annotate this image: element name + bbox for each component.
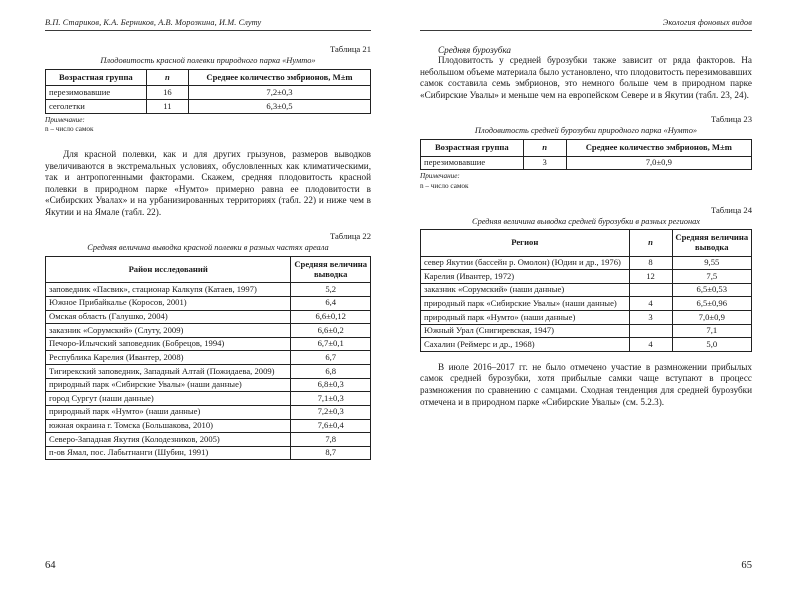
right-paragraph-1: Плодовитость у средней бурозубки также зависит от ряда факторов. На небольшом объеме материала было установлено, что плодовитость перезимовавших самок составила семь эмбрионов, это немного больше чем в природном парке «Сибирские Увалы» и меньше чем на европейском Севере и в Якутии (табл. 23, 24). bbox=[420, 55, 752, 100]
table22-cell-value: 7,1±0,3 bbox=[291, 392, 371, 406]
table21-col-header-n: n bbox=[146, 69, 188, 86]
table22-cell-region: Омская область (Галушко, 2004) bbox=[46, 310, 291, 324]
table23-note-title: Примечание: bbox=[420, 172, 460, 181]
table23-col-header-n: n bbox=[523, 139, 566, 156]
table24-col-header-litter: Средняя величина выводка bbox=[672, 230, 751, 256]
table21-caption: Плодовитость красной полевки природного парка «Нумто» bbox=[100, 56, 316, 66]
table21-col-header-embryos: Среднее количество эмбрионов, M±m bbox=[189, 69, 371, 86]
table24-cell-region: заказник «Сорумский» (наши данные) bbox=[421, 283, 630, 297]
table23-cell-group: перезимовавшие bbox=[421, 156, 524, 170]
table24 bbox=[420, 229, 752, 352]
table24-body bbox=[421, 256, 752, 351]
table-row bbox=[46, 100, 371, 114]
table-row bbox=[421, 156, 752, 170]
table22-cell-value: 5,2 bbox=[291, 283, 371, 297]
table24-cell-value: 9,55 bbox=[672, 256, 751, 270]
table-row bbox=[46, 433, 371, 447]
table22-cell-region: заказник «Сорумский» (Слуту, 2009) bbox=[46, 324, 291, 338]
running-head-left: В.П. Стариков, К.А. Берников, А.В. Морозкина, И.М. Слуту bbox=[45, 18, 262, 27]
table22 bbox=[45, 256, 371, 460]
table24-caption: Средняя величина выводка средней бурозубки в разных регионах bbox=[471, 216, 701, 226]
table22-cell-region: природный парк «Сибирские Увалы» (наши данные) bbox=[46, 378, 291, 392]
table23-note-body: n – число самок bbox=[420, 181, 469, 190]
running-head-rule-right bbox=[420, 30, 752, 31]
table21-col-header-group: Возрастная группа bbox=[46, 69, 147, 86]
table24-cell-n: 8 bbox=[629, 256, 672, 270]
table21-note-title: Примечание: bbox=[45, 115, 85, 124]
table22-cell-region: Тигирекский заповедник, Западный Алтай (Пожидаева, 2009) bbox=[46, 365, 291, 379]
table-row bbox=[46, 446, 371, 460]
table22-cell-value: 6,6±0,2 bbox=[291, 324, 371, 338]
table22-cell-region: Северо-Западная Якутия (Колодезников, 2005) bbox=[46, 433, 291, 447]
table24-cell-region: Карелия (Ивантер, 1972) bbox=[421, 270, 630, 284]
table24-col-header-region: Регион bbox=[421, 230, 630, 256]
table21 bbox=[45, 69, 371, 114]
table24-cell-region: природный парк «Сибирские Увалы» (наши данные) bbox=[421, 297, 630, 311]
table24-cell-region: Южный Урал (Снигиревская, 1947) bbox=[421, 324, 630, 338]
table23-note bbox=[420, 172, 752, 191]
table23-col-header-group: Возрастная группа bbox=[421, 139, 524, 156]
table24-cell-value: 6,5±0,53 bbox=[672, 283, 751, 297]
table23-cell-n: 3 bbox=[523, 156, 566, 170]
table22-header-row bbox=[46, 257, 371, 283]
table22-number: Таблица 22 bbox=[329, 231, 371, 242]
table-row bbox=[46, 392, 371, 406]
table-row bbox=[46, 310, 371, 324]
table-row bbox=[46, 351, 371, 365]
page-right bbox=[400, 0, 800, 593]
table21-cell-n: 11 bbox=[146, 100, 188, 114]
table22-col-header-region: Район исследований bbox=[46, 257, 291, 283]
table24-cell-value: 7,0±0,9 bbox=[672, 311, 751, 325]
left-paragraph-1: Для красной полевки, как и для других грызунов, размеров выводков увеличиваются в экстремальных условиях, обусловленных как климатическими, так и антропогенными факторами. Скажем, средняя плодовитость красной полевки в природном парке «Нумто» примерно равна ее плодовитости в «Сибирских Увалах» и на урбанизированных территориях (табл. 22) и ниже чем в Якутии и на Ямале (табл. 22). bbox=[45, 149, 371, 217]
table21-cell-group: сеголетки bbox=[46, 100, 147, 114]
table-row bbox=[46, 296, 371, 310]
table24-cell-n: 4 bbox=[629, 297, 672, 311]
table24-cell-n: 4 bbox=[629, 338, 672, 352]
table24-cell-region: природный парк «Нумто» (наши данные) bbox=[421, 311, 630, 325]
table24-cell-n bbox=[629, 324, 672, 338]
table-row bbox=[46, 419, 371, 433]
table22-cell-value: 7,6±0,4 bbox=[291, 419, 371, 433]
table22-cell-region: южная окраина г. Томска (Большакова, 2010) bbox=[46, 419, 291, 433]
table21-cell-group: перезимовавшие bbox=[46, 86, 147, 100]
table-row bbox=[46, 405, 371, 419]
running-head-rule-left bbox=[45, 30, 371, 31]
table22-col-header-litter: Средняя величина выводка bbox=[291, 257, 371, 283]
table23-cell-embryos: 7,0±0,9 bbox=[566, 156, 751, 170]
page-number-right: 65 bbox=[741, 560, 752, 571]
table22-cell-region: Республика Карелия (Ивантер, 2008) bbox=[46, 351, 291, 365]
table24-col-header-n: n bbox=[629, 230, 672, 256]
table22-cell-value: 6,7±0,1 bbox=[291, 337, 371, 351]
table-row bbox=[46, 86, 371, 100]
right-paragraph-2: В июле 2016–2017 гг. не было отмечено участие в размножении прибылых самок средней бурозубки, хотя прибылые самки чаще вступают в процесс размножения по сравнению с самцами. Сходная тенденция для средней бурозубки отмечена и в природном парке «Сибирские Увалы» (см. 5.2.3). bbox=[420, 361, 752, 407]
table24-cell-value: 7,5 bbox=[672, 270, 751, 284]
table-row bbox=[421, 270, 752, 284]
table-row bbox=[421, 338, 752, 352]
table24-cell-region: север Якутии (бассейн р. Омолон) (Юдин и др., 1976) bbox=[421, 256, 630, 270]
table21-cell-embryos: 6,3±0,5 bbox=[189, 100, 371, 114]
table24-cell-value: 7,1 bbox=[672, 324, 751, 338]
table22-cell-value: 7,2±0,3 bbox=[291, 405, 371, 419]
page-number-left: 64 bbox=[45, 560, 56, 571]
table22-cell-region: п-ов Ямал, пос. Лабытнанги (Шубин, 1991) bbox=[46, 446, 291, 460]
table-row bbox=[46, 324, 371, 338]
table-row bbox=[46, 365, 371, 379]
table22-body bbox=[46, 283, 371, 460]
table22-cell-value: 7,8 bbox=[291, 433, 371, 447]
table22-cell-value: 8,7 bbox=[291, 446, 371, 460]
table-row bbox=[421, 297, 752, 311]
table24-number: Таблица 24 bbox=[710, 204, 752, 215]
table22-cell-value: 6,4 bbox=[291, 296, 371, 310]
table22-cell-region: природный парк «Нумто» (наши данные) bbox=[46, 405, 291, 419]
table22-cell-region: заповедник «Пасвик», стационар Калкупя (Катаев, 1997) bbox=[46, 283, 291, 297]
table-row bbox=[421, 256, 752, 270]
table21-cell-n: 16 bbox=[146, 86, 188, 100]
table23-caption: Плодовитость средней бурозубки природного парка «Нумто» bbox=[474, 126, 698, 136]
table21-header-row bbox=[46, 69, 371, 86]
table24-cell-value: 5,0 bbox=[672, 338, 751, 352]
table22-cell-value: 6,8±0,3 bbox=[291, 378, 371, 392]
table21-number: Таблица 21 bbox=[329, 44, 371, 55]
table24-header-row bbox=[421, 230, 752, 256]
table24-cell-n: 3 bbox=[629, 311, 672, 325]
running-head-right: Экология фоновых видов bbox=[662, 18, 752, 27]
table24-cell-n: 12 bbox=[629, 270, 672, 284]
table21-note-body: n – число самок bbox=[45, 125, 94, 134]
table22-cell-region: город Сургут (наши данные) bbox=[46, 392, 291, 406]
table23-header-row bbox=[421, 139, 752, 156]
table22-cell-region: Южное Прибайкалье (Коросов, 2001) bbox=[46, 296, 291, 310]
table24-cell-value: 6,5±0,96 bbox=[672, 297, 751, 311]
table22-caption: Средняя величина выводка красной полевки в разных частях ареала bbox=[87, 243, 329, 253]
table-row bbox=[421, 324, 752, 338]
spacer bbox=[45, 135, 371, 149]
table-row bbox=[46, 378, 371, 392]
table24-cell-region: Сахалин (Реймерс и др., 1968) bbox=[421, 338, 630, 352]
table23-col-header-embryos: Среднее количество эмбрионов, M±m bbox=[566, 139, 751, 156]
spacer bbox=[420, 352, 752, 362]
section-heading: Средняя бурозубка bbox=[438, 45, 512, 56]
table24-cell-n bbox=[629, 283, 672, 297]
table23 bbox=[420, 139, 752, 170]
table21-note bbox=[45, 116, 371, 135]
table22-cell-value: 6,8 bbox=[291, 365, 371, 379]
table22-cell-value: 6,7 bbox=[291, 351, 371, 365]
table22-cell-value: 6,6±0,12 bbox=[291, 310, 371, 324]
table-row bbox=[46, 337, 371, 351]
table-row bbox=[421, 311, 752, 325]
table-row bbox=[46, 283, 371, 297]
table21-cell-embryos: 7,2±0,3 bbox=[189, 86, 371, 100]
table23-number: Таблица 23 bbox=[710, 114, 752, 125]
table22-cell-region: Печоро-Илычский заповедник (Бобрецов, 1994) bbox=[46, 337, 291, 351]
table-row bbox=[421, 283, 752, 297]
